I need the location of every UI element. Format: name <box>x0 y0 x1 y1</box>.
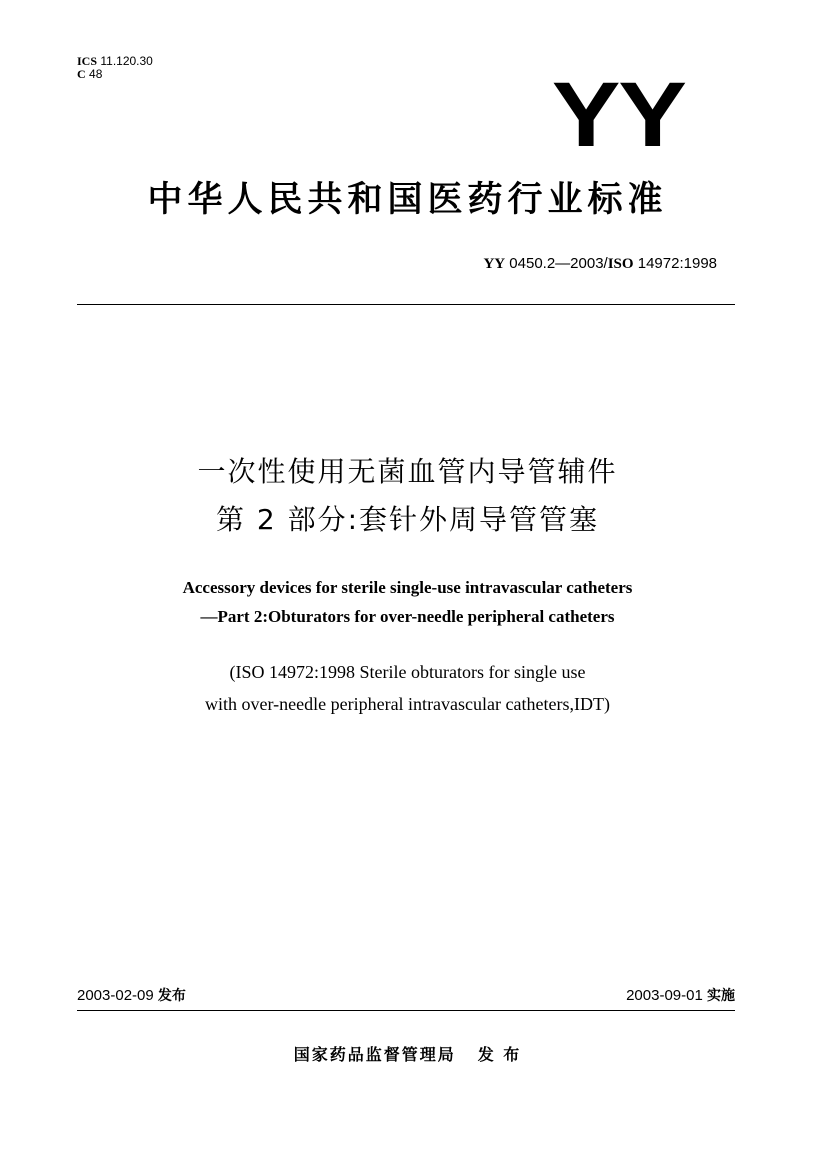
yy-logo: YY <box>552 64 685 166</box>
issuer-name: 国家药品监督管理局 <box>293 1045 456 1064</box>
cn-title-line1: 一次性使用无菌血管内导管辅件 <box>197 455 618 488</box>
issue-label: 发布 <box>157 988 186 1004</box>
ics-classification <box>77 55 153 81</box>
standard-number <box>483 255 717 273</box>
standard-name: 中华人民共和国医药行业标准 <box>147 180 668 220</box>
implementation-date <box>626 985 735 1005</box>
en-subtitle-line2: with over-needle peripheral intravascular catheters,IDT) <box>205 694 610 714</box>
issuer <box>0 1042 815 1065</box>
c-value: 48 <box>89 67 103 81</box>
impl-date-value: 2003-09-01 <box>626 987 703 1004</box>
en-title-line1: Accessory devices for sterile single-use intravascular catheters <box>182 578 633 597</box>
ics-value: 11.120.30 <box>100 54 153 68</box>
c-label: C <box>77 67 86 81</box>
ics-label: ICS <box>77 54 98 68</box>
issue-date <box>77 985 186 1005</box>
standard-number-iso: ISO <box>607 256 634 272</box>
standard-number-mid: 0450.2—2003/ <box>509 255 608 272</box>
standard-number-prefix: YY <box>483 256 506 272</box>
issue-date-value: 2003-02-09 <box>77 987 154 1004</box>
en-title-line2: —Part 2:Obturators for over-needle peripheral catheters <box>200 607 615 626</box>
cn-title-line2: 第 2 部分:套针外周导管管塞 <box>215 503 600 536</box>
footer-divider <box>77 1010 735 1011</box>
standard-number-suffix: 14972:1998 <box>637 255 717 272</box>
impl-label: 实施 <box>707 988 735 1004</box>
en-subtitle-line1: (ISO 14972:1998 Sterile obturators for single use <box>229 662 586 682</box>
issuer-action: 发 布 <box>477 1045 522 1064</box>
header-divider <box>77 304 735 305</box>
